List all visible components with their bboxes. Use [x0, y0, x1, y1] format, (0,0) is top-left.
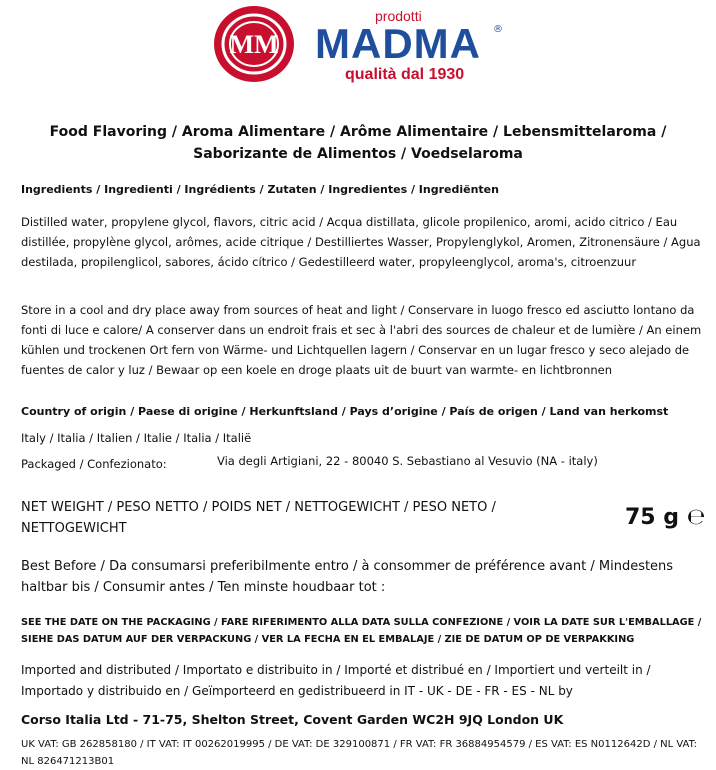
- ingredients-heading: Ingredients / Ingredienti / Ingrédients / Zutaten / Ingredientes / Ingrediënten: [21, 183, 499, 196]
- importer-vat: UK VAT: GB 262858180 / IT VAT: IT 00262019995 / DE VAT: DE 329100871 / FR VAT: FR 36884954579 / ES VAT: ES N0112642D / NL VAT: NL 826471213B01: [21, 739, 697, 767]
- packaged-label: Packaged / Confezionato:: [21, 457, 167, 471]
- brand-logo: [212, 4, 512, 84]
- ingredients-text: Distilled water, propylene glycol, flavors, citric acid / Acqua distillata, glicole propilenico, aromi, acido citrico / Eau distillée, propylène glycol, arômes, acide citrique / Destilliertes Wasser, Propylenglykol, Aromen, Zitronensäure / Agua destilada, propilenglicol, sabores, ácido cítrico / Gedestilleerd water, propyleenglycol, aroma's, citroenzuur: [21, 215, 701, 269]
- brand-tagline: qualità dal 1930: [345, 66, 465, 83]
- best-before-note: SEE THE DATE ON THE PACKAGING / FARE RIFERIMENTO ALLA DATA SULLA CONFEZIONE / VOIR LA DATE SUR L'EMBALLAGE / SIEHE DAS DATUM AUF DER VERPACKUNG / VER LA FECHA EN EL EMBALAJE / ZIE DE DATUM OP DE VERPAKKING: [21, 617, 702, 645]
- brand-top-word: prodotti: [375, 8, 422, 24]
- origin-heading: Country of origin / Paese di origine / Herkunftsland / Pays d’origine / País de origen / Land van herkomst: [21, 405, 669, 418]
- madma-seal-icon: [212, 4, 296, 84]
- seal-letters: MM: [229, 30, 279, 59]
- importer-intro: Imported and distributed / Importato e distribuito in / Importé et distribué en / Importiert und verteilt in / Importado y distribuido en / Geïmporteerd en gedistribueerd in IT - UK - DE - FR - ES - NL by: [21, 663, 651, 698]
- net-weight-label: NET WEIGHT / PESO NETTO / POIDS NET / NETTOGEWICHT / PESO NETO / NETTOGEWICHT: [21, 500, 496, 536]
- origin-value: Italy / Italia / Italien / Italie / Italia / Italië: [21, 431, 252, 445]
- net-weight-value: 75 g ℮: [625, 505, 706, 530]
- importer-company: Corso Italia Ltd - 71-75, Shelton Street, Covent Garden WC2H 9JQ London UK: [21, 712, 564, 727]
- brand-name: MADMA: [315, 20, 481, 67]
- product-title: Food Flavoring / Aroma Alimentare / Arôme Alimentaire / Lebensmittelaroma / Saborizante de Alimentos / Voedselaroma: [49, 124, 667, 162]
- best-before-label: Best Before / Da consumarsi preferibilmente entro / à consommer de préférence avant / Mindestens haltbar bis / Consumir antes / Ten minste houdbaar tot :: [21, 559, 674, 595]
- registered-mark: ®: [493, 24, 503, 35]
- storage-text: Store in a cool and dry place away from sources of heat and light / Conservare in luogo fresco ed asciutto lontano da fonti di luce e calore/ A conserver dans un endroit frais et sec à l'abri des sources de chaleur et de lumière / An einem kühlen und trockenen Ort fern von Wärme- und Lichtquellen lagern / Conservar en un lugar fresco y seco alejado de fuentes de calor y luz / Bewaar op een koele en droge plaats uit de buurt van warmte- en lichtbronnen: [21, 303, 702, 377]
- packaged-address: Via degli Artigiani, 22 - 80040 S. Sebastiano al Vesuvio (NA - italy): [217, 454, 598, 468]
